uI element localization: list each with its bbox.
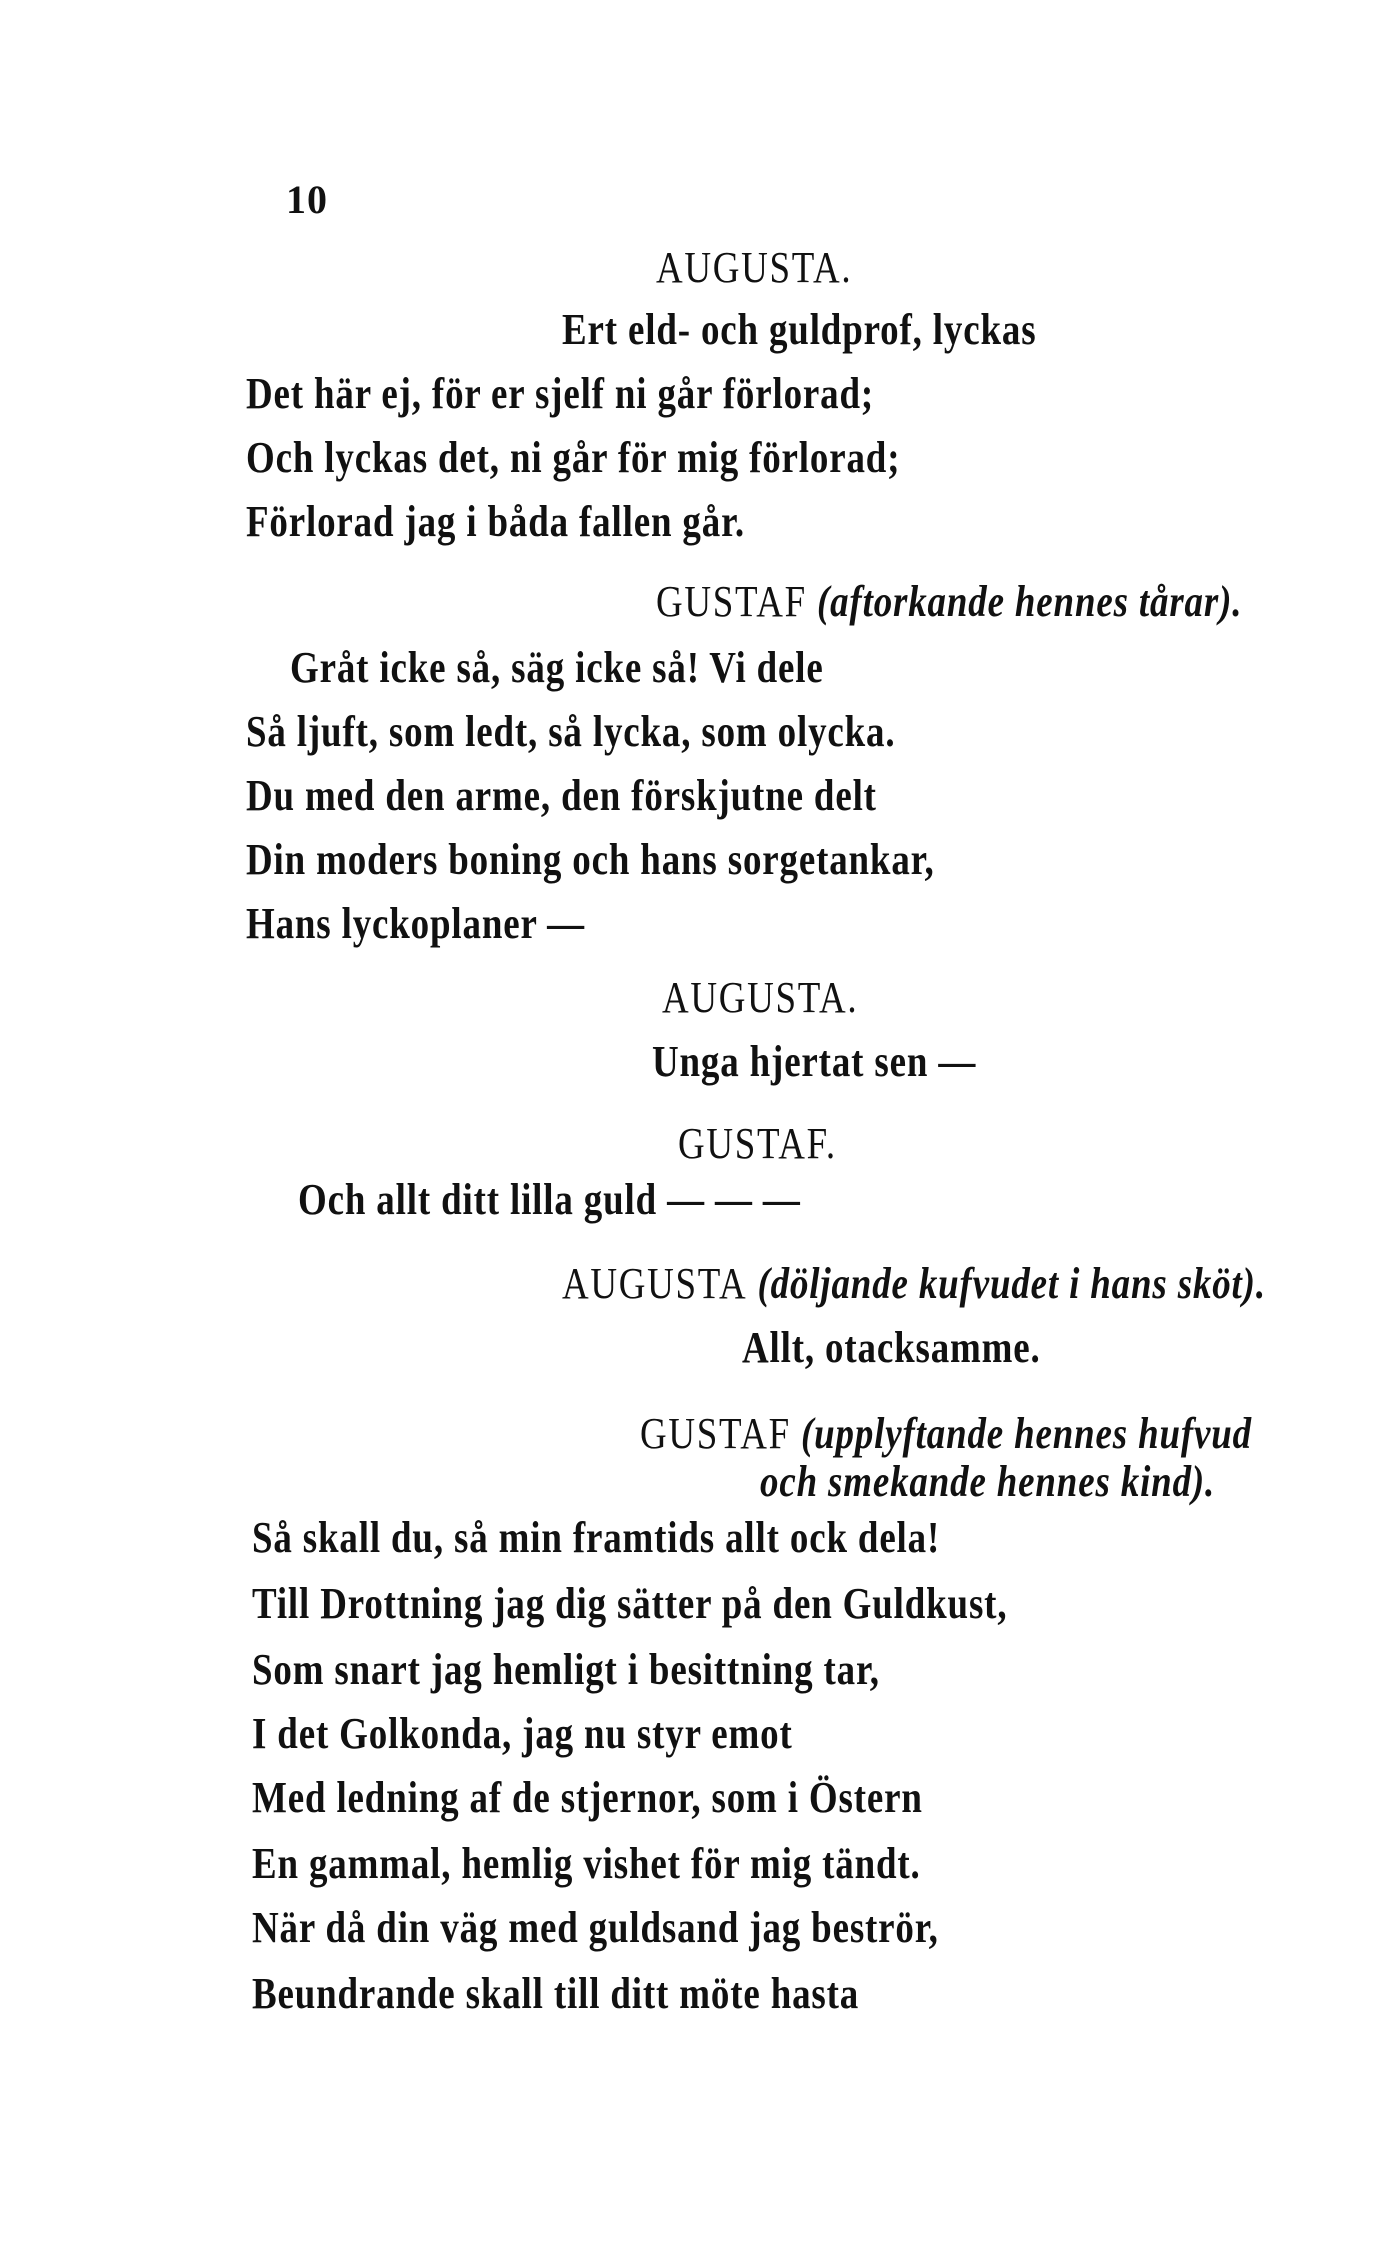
verse-line: I det Golkonda, jag nu styr emot: [252, 1709, 793, 1758]
verse-line: Beundrande skall till ditt möte hasta: [252, 1969, 860, 2018]
verse-line: Allt, otacksamme.: [742, 1323, 1041, 1372]
stage-direction: och smekande hennes kind).: [760, 1457, 1216, 1506]
verse-line: Som snart jag hemligt i besittning tar,: [252, 1645, 880, 1694]
verse-line: Din moders boning och hans sorgetankar,: [246, 835, 935, 884]
verse-line: Så skall du, så min framtids allt ock dela!: [252, 1513, 941, 1562]
stage-direction: (upplyftande hennes hufvud: [800, 1409, 1253, 1458]
verse-line: Ert eld- och guldprof, lyckas: [562, 305, 1037, 354]
verse-line: Och lyckas det, ni går för mig förlorad;: [246, 433, 901, 482]
speaker-gustaf: GUSTAF.: [678, 1119, 837, 1168]
speaker-gustaf: GUSTAF: [656, 577, 807, 626]
verse-line: När då din väg med guldsand jag beströr,: [252, 1903, 939, 1952]
stage-direction-line: [640, 1409, 1253, 1458]
stage-direction: (döljande kufvudet i hans sköt).: [757, 1259, 1266, 1308]
verse-line: Unga hjertat sen —: [652, 1037, 977, 1086]
speaker-augusta: AUGUSTA: [562, 1259, 748, 1308]
stage-direction-line: [562, 1259, 1266, 1308]
verse-line: Du med den arme, den förskjutne delt: [246, 771, 877, 820]
verse-line: Till Drottning jag dig sätter på den Guldkust,: [252, 1579, 1008, 1628]
verse-line: Så ljuft, som ledt, så lycka, som olycka.: [246, 707, 896, 756]
verse-line: Det här ej, för er sjelf ni går förlorad;: [246, 369, 875, 418]
verse-line: Gråt icke så, säg icke så! Vi dele: [290, 643, 824, 692]
speaker-augusta: AUGUSTA.: [662, 973, 859, 1022]
page-number: 10: [286, 177, 328, 222]
stage-direction: (aftorkande hennes tårar).: [816, 577, 1243, 626]
speaker-gustaf: GUSTAF: [640, 1409, 791, 1458]
verse-line: Förlorad jag i båda fallen går.: [246, 497, 745, 546]
verse-line: En gammal, hemlig vishet för mig tändt.: [252, 1839, 921, 1888]
verse-line: Med ledning af de stjernor, som i Östern: [252, 1773, 923, 1822]
speaker-augusta: AUGUSTA.: [656, 243, 853, 292]
stage-direction-line: [656, 577, 1243, 626]
verse-line: Hans lyckoplaner —: [246, 899, 585, 948]
verse-line: Och allt ditt lilla guld — — —: [298, 1175, 801, 1224]
